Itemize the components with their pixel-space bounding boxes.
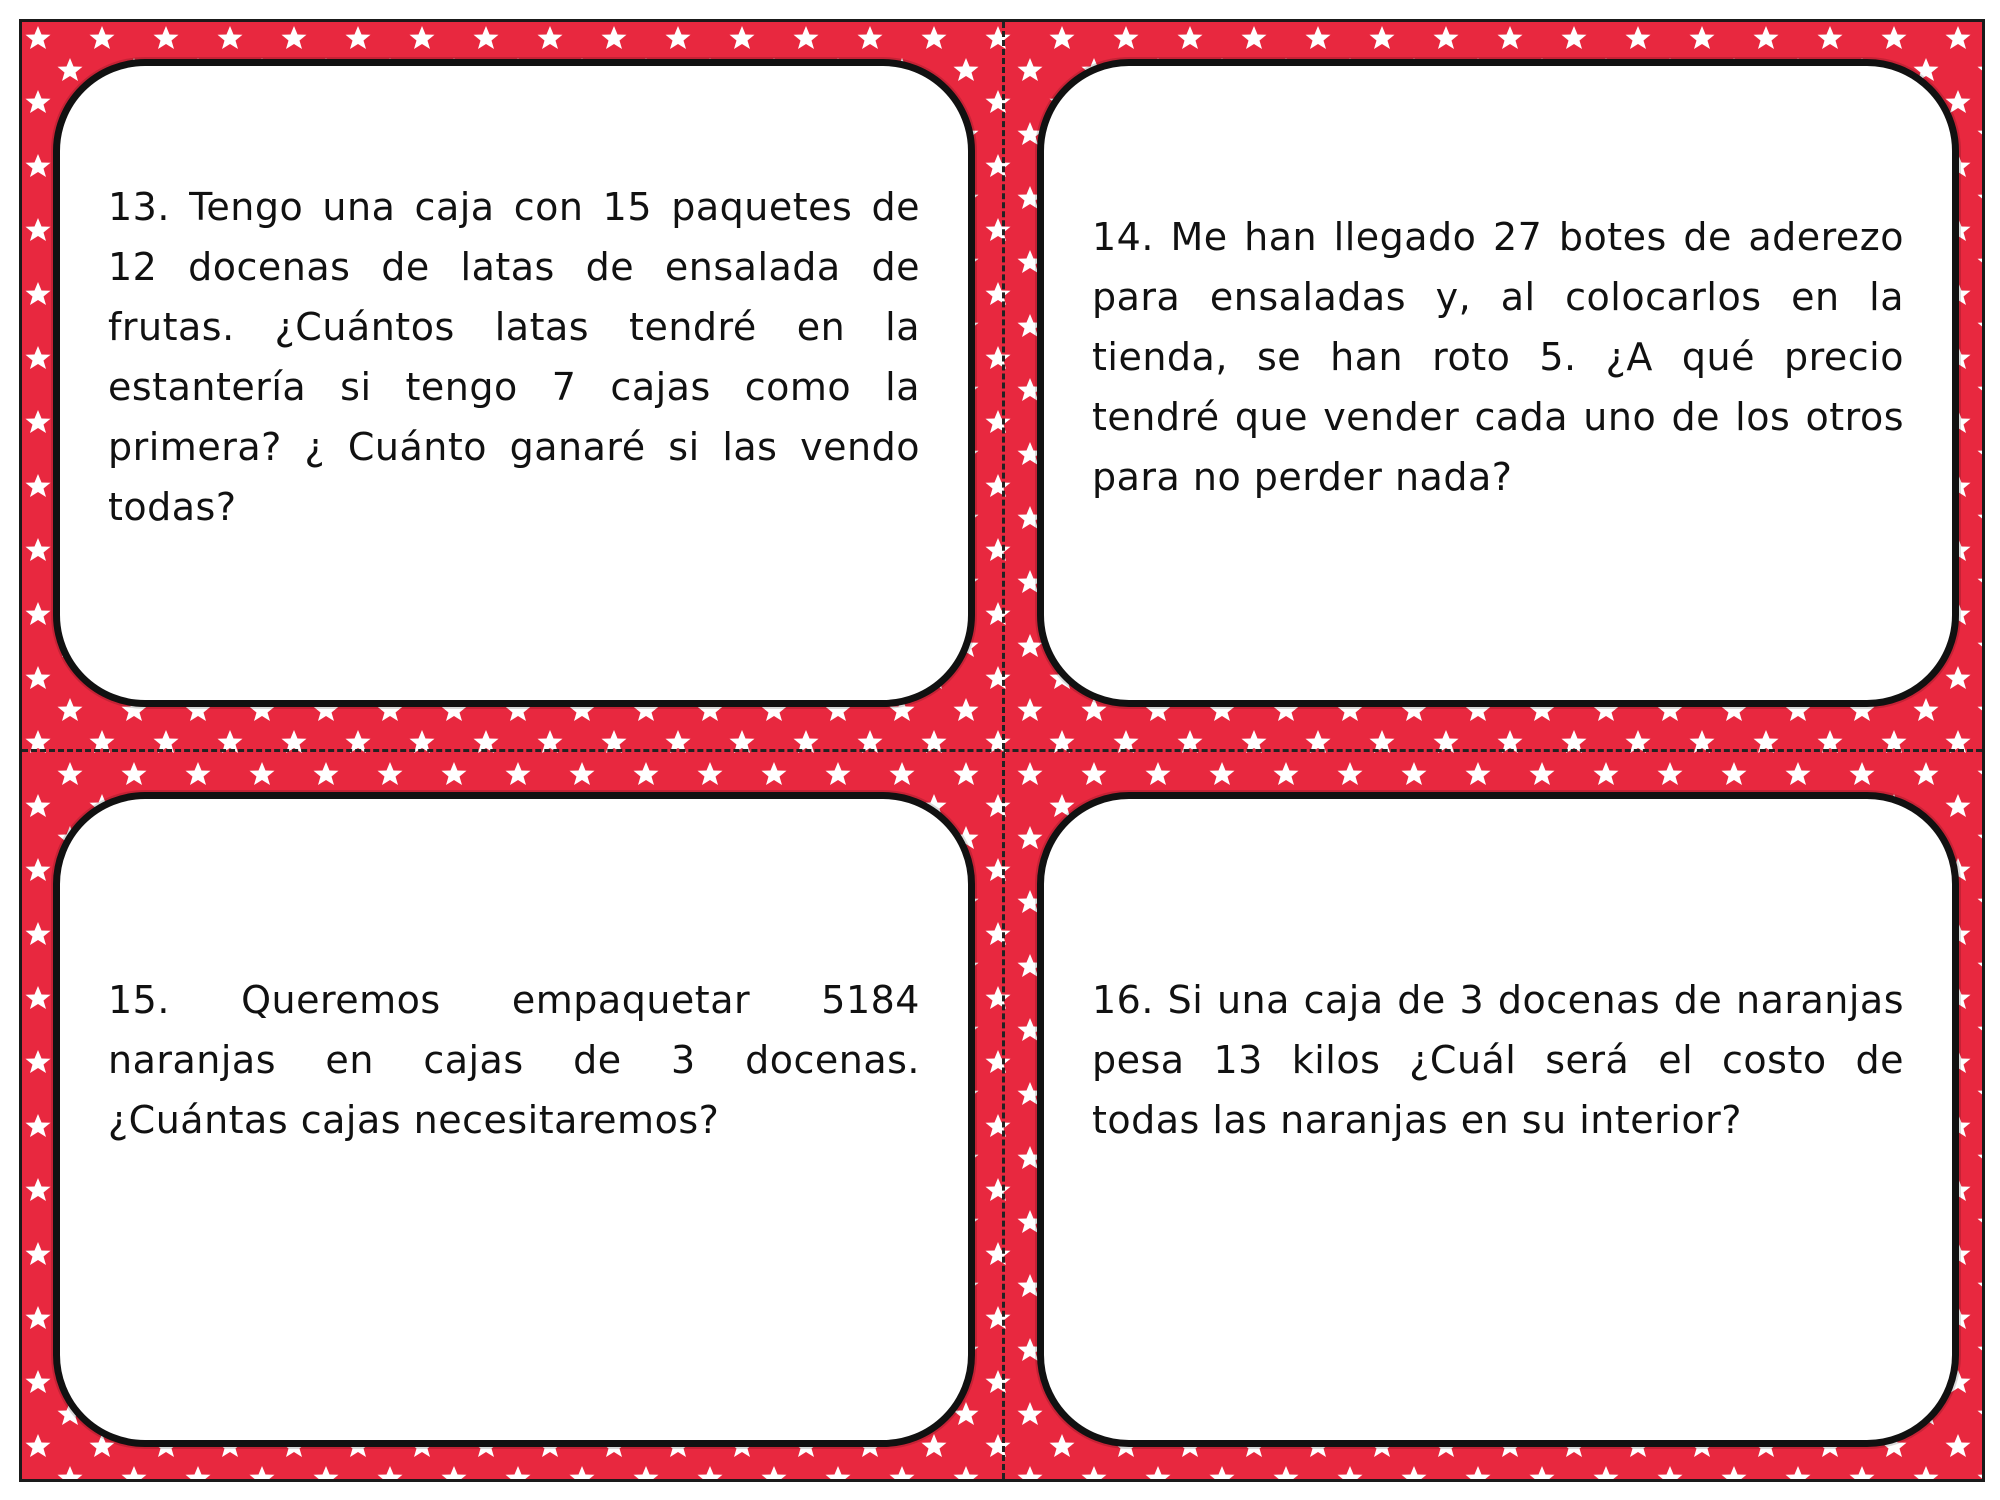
task-card-15 bbox=[53, 792, 975, 1447]
task-card-text: 16. Si una caja de 3 docenas de naranjas pesa 13 kilos ¿Cuál será el costo de todas las naranjas en su interior? bbox=[1092, 977, 1904, 1142]
task-card-sheet bbox=[19, 19, 1985, 1482]
task-card-13 bbox=[53, 59, 975, 707]
task-card-text: 14. Me han llegado 27 botes de aderezo para ensaladas y, al colocarlos en la tienda, se han roto 5. ¿A qué precio tendré que vender cada uno de los otros para no perder nada? bbox=[1092, 215, 1904, 499]
task-card-14 bbox=[1037, 59, 1959, 707]
task-card-text: 13. Tengo una caja con 15 paquetes de 12 docenas de latas de ensalada de frutas. ¿Cuántos latas tendré en la estantería si tengo 7 cajas como la primera? ¿ Cuánto ganaré si las vendo todas? bbox=[108, 185, 920, 529]
task-card-16 bbox=[1037, 792, 1959, 1447]
task-card-text: 15. Queremos empaquetar 5184 naranjas en cajas de 3 docenas. ¿Cuántas cajas necesitaremos? bbox=[108, 977, 920, 1142]
horizontal-cut-line bbox=[22, 749, 1982, 752]
